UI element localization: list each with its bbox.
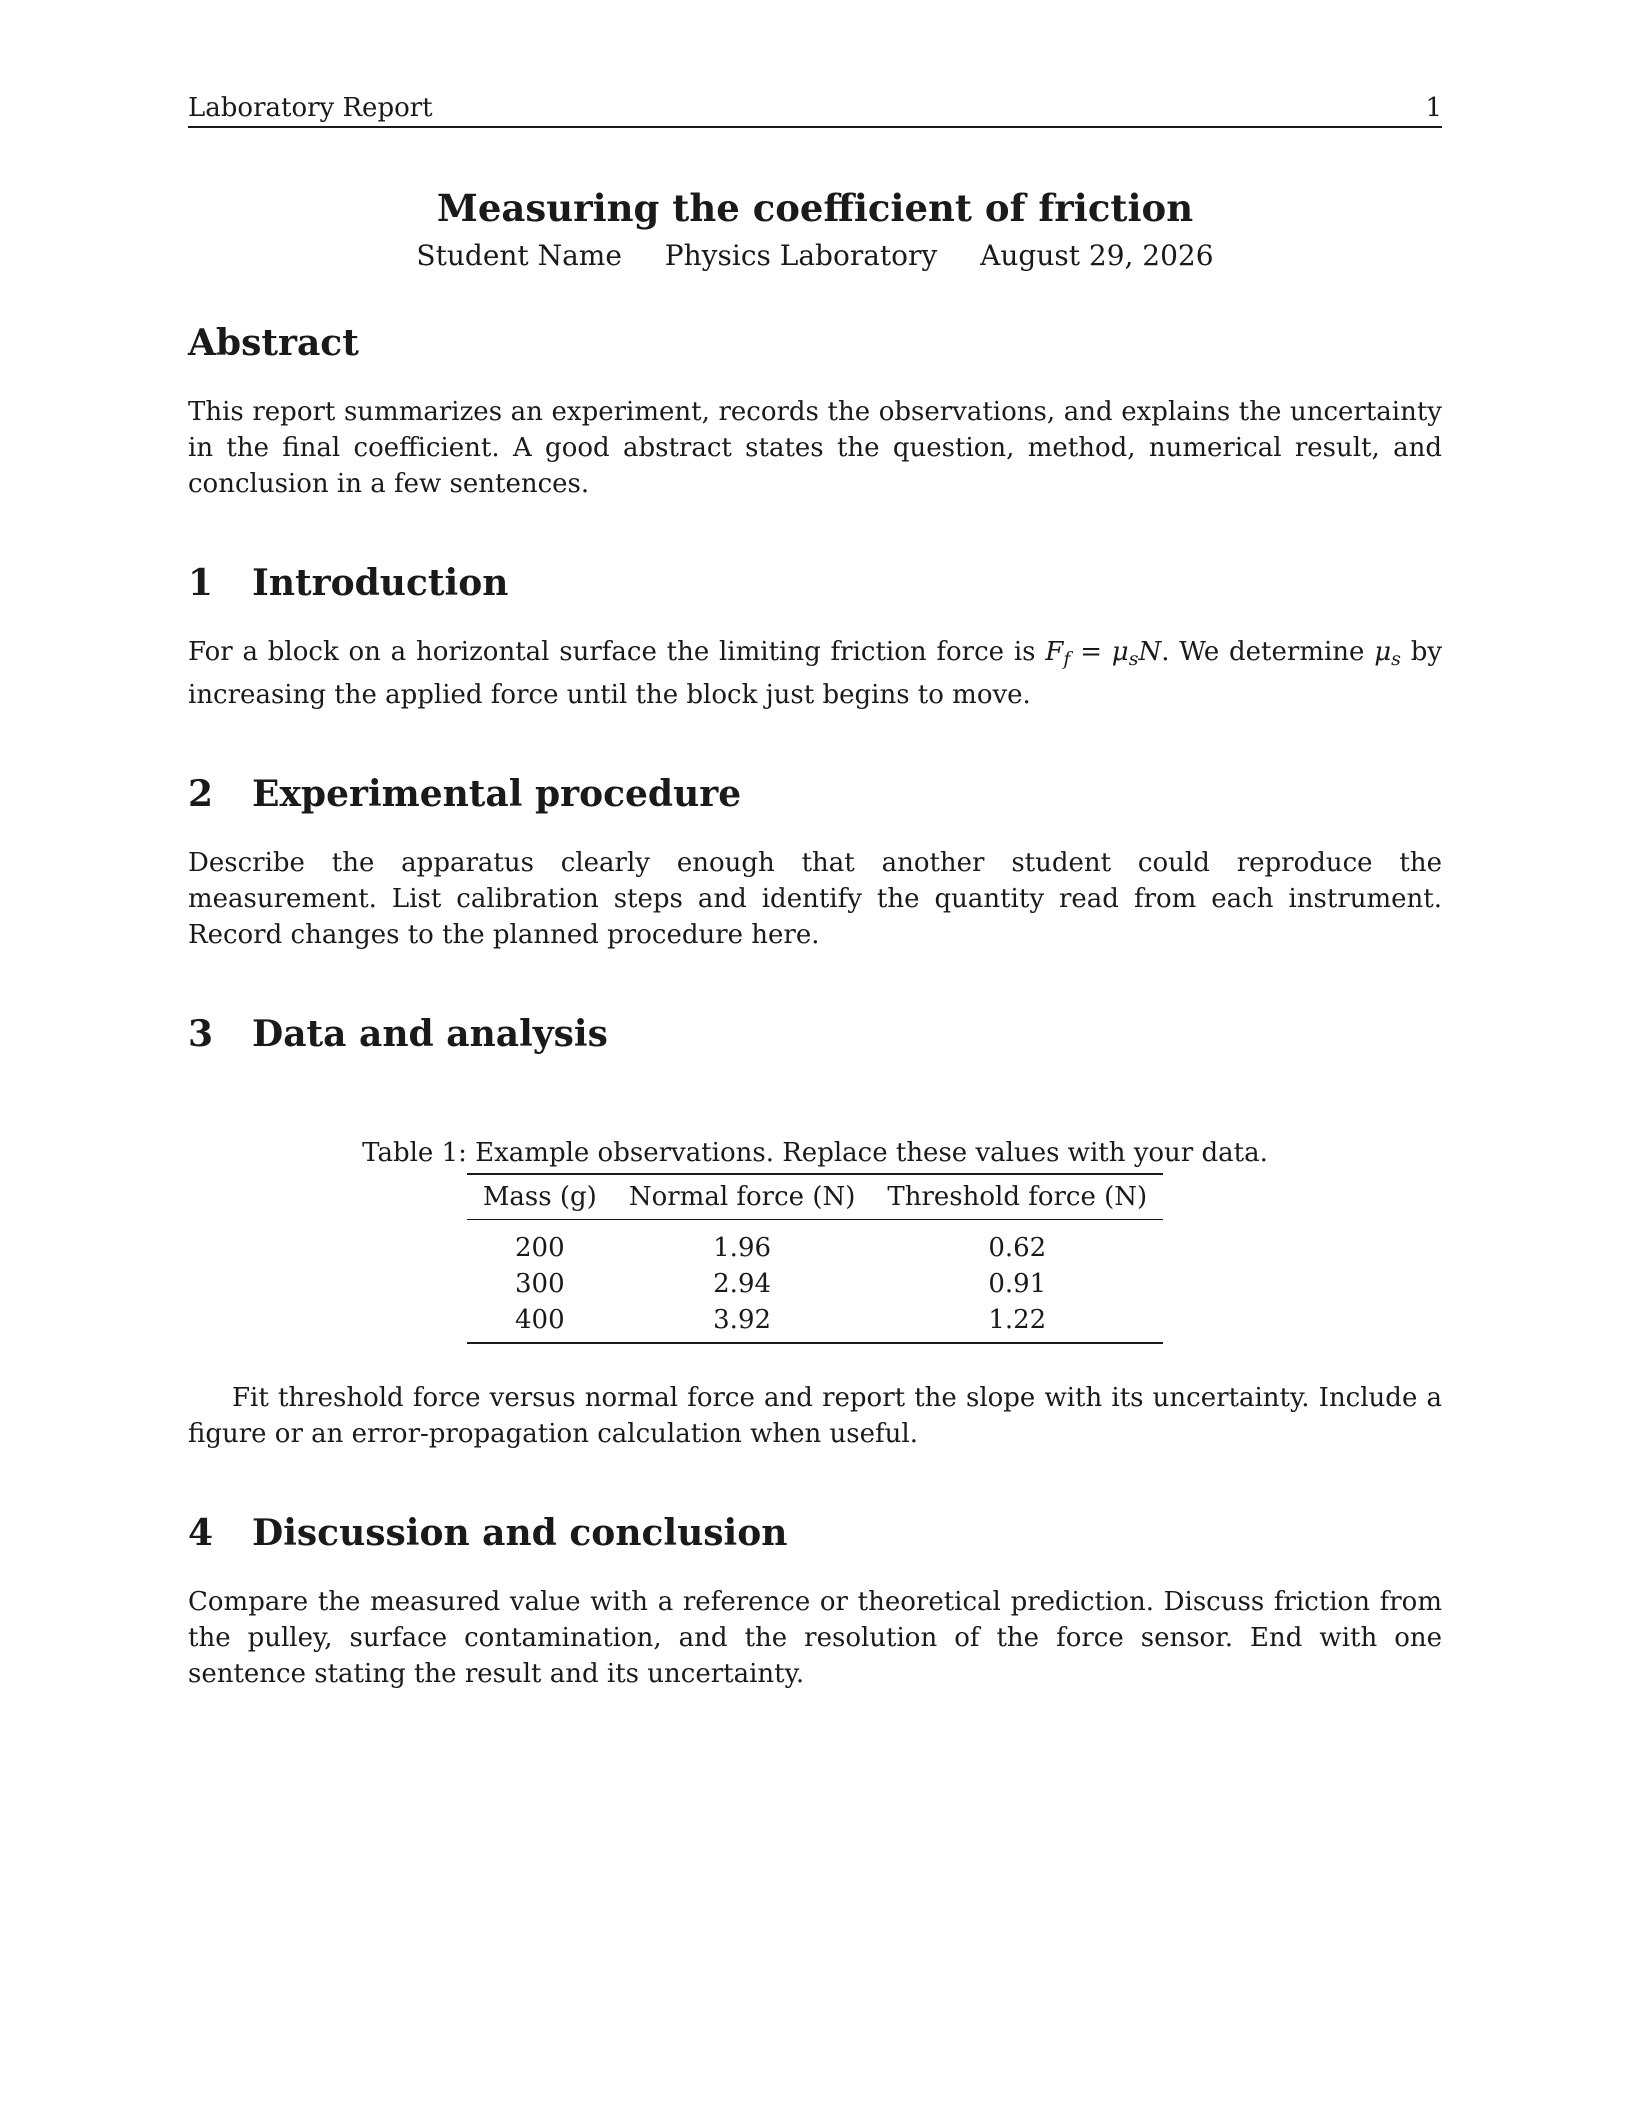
table-row bbox=[467, 1220, 1163, 1267]
observations-table-block bbox=[188, 1135, 1442, 1344]
mu-subscript-inline: s bbox=[1391, 648, 1401, 670]
normal-force-symbol: N bbox=[1138, 637, 1162, 667]
title-block bbox=[188, 184, 1442, 276]
running-header bbox=[188, 90, 1442, 128]
discussion-text: Compare the measured value with a reference or theoretical prediction. Discuss friction from the pulley, surface contamination, and the resolution of the force sensor. End with one sentence stating the result and its uncertainty. bbox=[188, 1587, 1442, 1689]
table-caption: Table 1: Example observations. Replace these values with your data. bbox=[362, 1138, 1268, 1168]
abstract-heading: Abstract bbox=[188, 322, 359, 364]
section-title: Data and analysis bbox=[252, 1013, 608, 1055]
introduction-text bbox=[188, 634, 1442, 713]
section-heading-discussion bbox=[188, 1510, 1442, 1556]
column-header-normal-force: Normal force (N) bbox=[613, 1174, 872, 1220]
friction-force-subscript: f bbox=[1063, 648, 1071, 670]
section-heading-procedure bbox=[188, 771, 1442, 817]
mu-symbol: μ bbox=[1111, 637, 1129, 667]
table-row bbox=[467, 1302, 1163, 1343]
table-cell: 300 bbox=[515, 1269, 565, 1299]
table-cell: 0.91 bbox=[988, 1269, 1047, 1299]
table-cell: 2.94 bbox=[713, 1269, 772, 1299]
procedure-text: Describe the apparatus clearly enough that another student could reproduce the measurement. List calibration steps and identify the quantity read from each instrument. Record changes to the planned procedure here. bbox=[188, 848, 1442, 950]
running-title: Laboratory Report bbox=[188, 93, 433, 123]
section-heading-introduction bbox=[188, 560, 1442, 606]
section-title: Discussion and conclusion bbox=[252, 1512, 788, 1554]
observations-table bbox=[467, 1173, 1163, 1344]
table-cell: 1.22 bbox=[988, 1305, 1047, 1335]
table-cell: 1.96 bbox=[713, 1233, 772, 1263]
section-title: Experimental procedure bbox=[252, 773, 742, 815]
table-cell: 0.62 bbox=[988, 1233, 1047, 1263]
section-number: 4 bbox=[188, 1512, 214, 1554]
table-row bbox=[467, 1266, 1163, 1302]
mu-subscript: s bbox=[1128, 648, 1139, 670]
table-header-row bbox=[467, 1174, 1163, 1220]
analysis-text: Fit threshold force versus normal force and report the slope with its uncertainty. Include a figure or an error-propagation calculation when useful. bbox=[188, 1383, 1442, 1449]
table-cell: 200 bbox=[515, 1233, 565, 1263]
column-header-threshold-force: Threshold force (N) bbox=[871, 1174, 1163, 1220]
abstract-text: This report summarizes an experiment, records the observations, and explains the uncertainty in the final coefficient. A good abstract states the question, method, numerical result, and conclusion in a few sentences. bbox=[188, 397, 1442, 499]
page-number: 1 bbox=[1425, 93, 1442, 123]
intro-text-before-equation: For a block on a horizontal surface the limiting friction force is bbox=[188, 637, 1036, 667]
column-header-mass: Mass (g) bbox=[467, 1174, 613, 1220]
section-heading-analysis bbox=[188, 1011, 1442, 1057]
byline bbox=[188, 236, 1442, 276]
table-cell: 3.92 bbox=[713, 1305, 772, 1335]
intro-text-after: by increasing the applied force until the block just begins to move. bbox=[188, 637, 1443, 710]
section-number: 3 bbox=[188, 1013, 214, 1055]
report-date: August 29, 2026 bbox=[980, 239, 1214, 272]
section-number: 1 bbox=[188, 562, 214, 604]
section-number: 2 bbox=[188, 773, 214, 815]
intro-text-mid: . We determine bbox=[1161, 637, 1365, 667]
document-title: Measuring the coefficient of friction bbox=[436, 186, 1194, 230]
section-title: Introduction bbox=[252, 562, 509, 604]
document-page bbox=[188, 90, 1442, 1692]
affiliation: Physics Laboratory bbox=[664, 239, 938, 272]
friction-force-symbol: F bbox=[1045, 637, 1064, 667]
mu-symbol-inline: μ bbox=[1374, 637, 1392, 667]
table-cell: 400 bbox=[515, 1305, 565, 1335]
equals-sign: = bbox=[1080, 637, 1102, 667]
author-name: Student Name bbox=[416, 239, 622, 272]
